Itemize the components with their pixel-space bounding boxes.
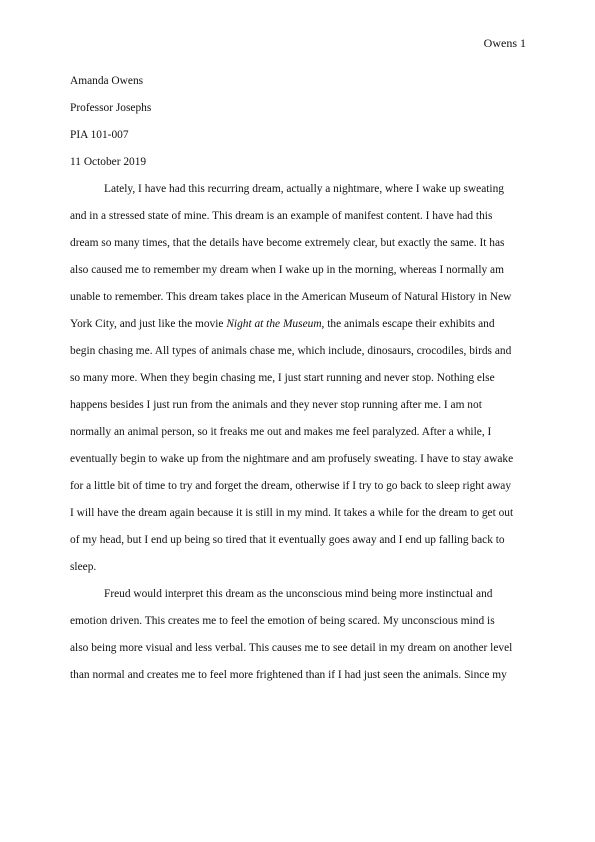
text-line: for a little bit of time to try and forget the dream, otherwise if I try to go back to sleep right away	[70, 480, 512, 492]
text-segment: York City, and just like the movie	[70, 318, 227, 330]
essay-date: 11 October 2019	[70, 156, 147, 168]
text-line	[70, 311, 522, 338]
text-line: than normal and creates me to feel more frightened than if I had just seen the animals. Since my	[70, 669, 507, 681]
text-line: also caused me to remember my dream when I wake up in the morning, whereas I normally am	[70, 264, 504, 276]
professor-name: Professor Josephs	[70, 102, 152, 114]
movie-title: Night at the Museum	[226, 318, 322, 330]
text-line: sleep.	[70, 561, 97, 573]
text-line: also being more visual and less verbal. This causes me to see detail in my dream on another level	[70, 642, 513, 654]
text-line: happens besides I just run from the animals and they never stop running after me. I am not	[70, 399, 482, 411]
text-line: emotion driven. This creates me to feel the emotion of being scared. My unconscious mind is	[70, 615, 495, 627]
text-line: eventually begin to wake up from the nightmare and am profusely sweating. I have to stay awake	[70, 453, 514, 465]
student-name: Amanda Owens	[70, 75, 144, 87]
text-line: normally an animal person, so it freaks me out and makes me feel paralyzed. After a while, I	[70, 426, 492, 438]
text-line: and in a stressed state of mine. This dream is an example of manifest content. I have had this	[70, 210, 493, 222]
essay-body	[70, 68, 522, 689]
text-segment: , the animals escape their exhibits and	[321, 318, 495, 330]
text-line: Lately, I have had this recurring dream, actually a nightmare, where I wake up sweating	[104, 183, 504, 195]
text-line: unable to remember. This dream takes place in the American Museum of Natural History in New	[70, 291, 512, 303]
text-line: I will have the dream again because it is still in my mind. It takes a while for the dream to get out	[70, 507, 514, 519]
text-line: begin chasing me. All types of animals chase me, which include, dinosaurs, crocodiles, birds and	[70, 345, 512, 357]
running-head: Owens 1	[483, 36, 526, 50]
paragraph-2	[70, 581, 522, 689]
text-line: of my head, but I end up being so tired that it eventually goes away and I end up falling back to	[70, 534, 505, 546]
mla-heading	[70, 68, 522, 176]
course-code: PIA 101-007	[70, 129, 129, 141]
text-line: so many more. When they begin chasing me, I just start running and never stop. Nothing else	[70, 372, 495, 384]
text-line: dream so many times, that the details have become extremely clear, but exactly the same. It has	[70, 237, 505, 249]
text-line: Freud would interpret this dream as the unconscious mind being more instinctual and	[104, 588, 493, 600]
paragraph-1	[70, 176, 522, 581]
